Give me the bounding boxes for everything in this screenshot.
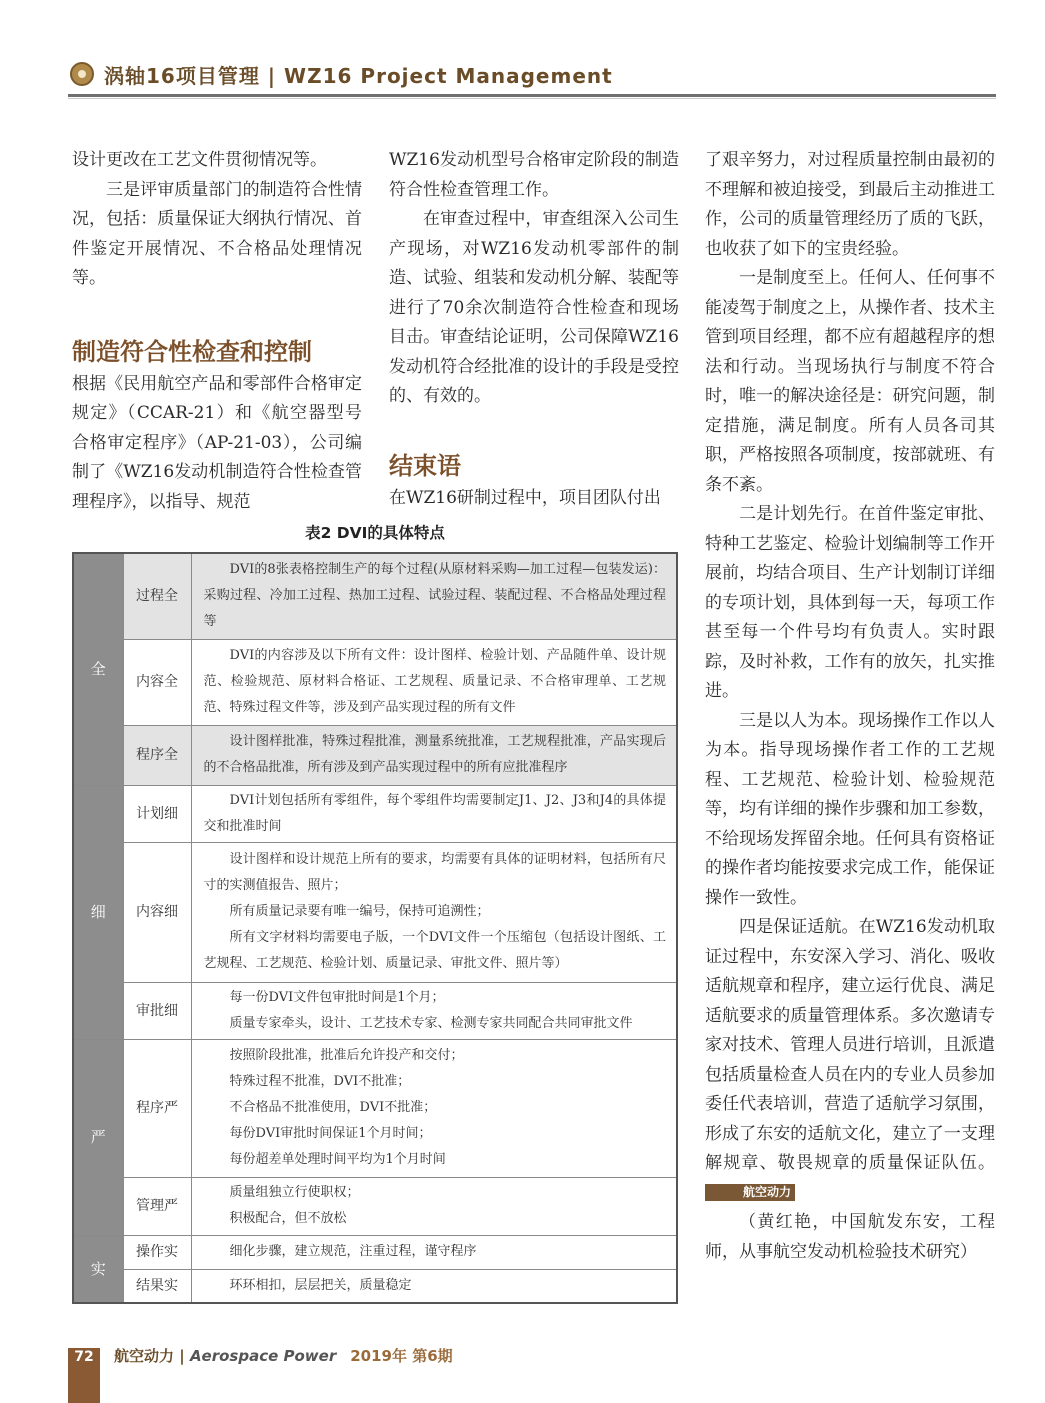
description-line: 不合格品不批准使用，DVI不批准；: [229, 1100, 437, 1115]
description-line: 每份DVI审批时间保证1个月时间；: [229, 1126, 432, 1141]
description-line: 环环相扣，层层把关，质量稳定: [229, 1277, 412, 1293]
description-cell: [191, 1235, 677, 1269]
description-cell: [191, 553, 677, 639]
subcategory-cell: 计划细: [123, 785, 191, 842]
description-cell: [191, 1269, 677, 1303]
column-3: [705, 146, 995, 1267]
col1-paragraph-2: 三是评审质量部门的制造符合性情况，包括：质量保证大纲执行情况、首件鉴定开展情况、不合格品处理情况等。: [72, 179, 362, 288]
col2-paragraph-1: WZ16发动机型号合格审定阶段的制造符合性检查管理工作。: [389, 150, 679, 200]
table-row: [73, 639, 677, 725]
subcategory-cell: 程序全: [123, 725, 191, 785]
table-row: [73, 553, 677, 639]
col2-paragraph-3: 在WZ16研制过程中，项目团队付出: [389, 487, 661, 508]
group-cell-xi: 细: [73, 785, 123, 1039]
description-line: 质量组独立行使职权；: [229, 1185, 360, 1200]
journal-logo-icon: [70, 62, 94, 86]
description-line: 设计图样和设计规范上所有的要求，均需要有具体的证明材料，包括所有尺寸的实测值报告、照片；: [203, 852, 666, 893]
col3-paragraph-1: 了艰辛努力，对过程质量控制由最初的不理解和被迫接受，到最后主动推进工作，公司的质量管理经历了质的飞跃，也收获了如下的宝贵经验。: [705, 150, 995, 259]
header-rule-thin: [68, 98, 996, 99]
header-title: 涡轴16项目管理 | WZ16 Project Management: [104, 64, 613, 88]
table-row: [73, 1269, 677, 1303]
subcategory-cell: 程序严: [123, 1039, 191, 1177]
description-line: 设计图样批准，特殊过程批准，测量系统批准，工艺规程批准，产品实现后的不合格品批准，所有涉及到产品实现过程中的所有应批准程序: [203, 734, 666, 775]
col3-paragraph-2: 一是制度至上。任何人、任何事不能凌驾于制度之上，从操作者、技术主管到项目经理，都不应有超越程序的想法和行动。当现场执行与制度不符合时，唯一的解决途径是：研究问题，制定措施，满足制度。所有人员各司其职，严格按照各项制度，按部就班、有条不紊。: [705, 268, 995, 495]
footer-journal-title: [114, 1345, 453, 1366]
col1-paragraph-1: 设计更改在工艺文件贯彻情况等。: [72, 150, 327, 170]
dvi-features-table: [72, 552, 678, 1304]
header-rule: [68, 94, 996, 97]
group-cell-shi: 实: [73, 1235, 123, 1303]
description-cell: [191, 725, 677, 785]
table-caption: 表2 DVI的具体特点: [305, 524, 445, 542]
table-row: [73, 842, 677, 982]
description-line: 质量专家牵头，设计、工艺技术专家、检测专家共同配合共同审批文件: [229, 1015, 633, 1031]
col3-paragraph-5: [705, 913, 995, 1208]
col3-paragraph-5-text: 四是保证适航。在WZ16发动机取证过程中，东安深入学习、消化、吸收适航规章和程序，建立运行优良、满足适航要求的质量管理体系。多次邀请专家对技术、管理人员进行培训，且派遣包括质量检查人员在内的专业人员参加委任代表培训，营造了适航学习氛围，形成了东安的适航文化，建立了一支理解规章、敬畏规章的质量保证队伍。: [705, 917, 995, 1173]
subcategory-cell: 过程全: [123, 553, 191, 639]
description-line: 每一份DVI文件包审批时间是1个月；: [229, 989, 445, 1005]
col2-paragraph-2: 在审查过程中，审查组深入公司生产现场，对WZ16发动机零部件的制造、试验、组装和发动机分解、装配等进行了70余次制造符合性检查和现场目击。审查结论证明，公司保障WZ16发动机符合经批准的设计的手段是受控的、有效的。: [389, 209, 679, 406]
description-line: DVI的8张表格控制生产的每个过程(从原材料采购—加工过程—包装发运)：采购过程、冷加工过程、热加工过程、试验过程、装配过程、不合格品处理过程等: [203, 562, 666, 630]
description-line: 按照阶段批准，批准后允许投产和交付；: [229, 1048, 464, 1063]
column-2: [389, 146, 679, 513]
description-cell: [191, 982, 677, 1039]
table-row: [73, 785, 677, 842]
description-line: DVI的内容涉及以下所有文件：设计图样、检验计划、产品随件单、设计规范、检验规范、原材料合格证、工艺规程、质量记录、不合格审理单、工艺规范、特殊过程文件等，涉及到产品实现过程的所有文件: [203, 648, 666, 715]
description-cell: [191, 639, 677, 725]
table-row: [73, 1177, 677, 1235]
subcategory-cell: 内容细: [123, 842, 191, 982]
description-line: 特殊过程不批准，DVI不批准；: [229, 1074, 411, 1089]
table-row: [73, 725, 677, 785]
table-row: [73, 982, 677, 1039]
end-mark-badge: 航空动力: [705, 1184, 795, 1201]
col3-paragraph-3: 二是计划先行。在首件鉴定审批、特种工艺鉴定、检验计划编制等工作开展前，均结合项目、生产计划制订详细的专项计划，具体到每一天，每项工作甚至每一个件号均有负责人。实时跟踪，及时补救，工作有的放矢，扎实推进。: [705, 504, 995, 701]
subcategory-cell: 操作实: [123, 1235, 191, 1269]
section-heading-conclusion: 结束语: [389, 451, 461, 480]
description-line: 所有质量记录要有唯一编号，保持可追溯性；: [229, 904, 490, 919]
description-line: 所有文字材料均需要电子版，一个DVI文件一个压缩包（包括设计图纸、工艺规程、工艺规范、检验计划、质量记录、审批文件、照片等）: [203, 930, 666, 971]
col3-paragraph-4: 三是以人为本。现场操作工作以人为本。指导现场操作者工作的工艺规程、工艺规范、检验计划、检验规范等，均有详细的操作步骤和加工参数，不给现场发挥留余地。任何具有资格证的操作者均能按要求完成工作，能保证操作一致性。: [705, 710, 995, 908]
column-1: [72, 146, 362, 517]
table-row: [73, 1235, 677, 1269]
description-line: 积极配合，但不放松: [229, 1211, 347, 1226]
description-line: 每份超差单处理时间平均为1个月时间: [229, 1152, 446, 1167]
description-cell: [191, 785, 677, 842]
subcategory-cell: 结果实: [123, 1269, 191, 1303]
subcategory-cell: 管理严: [123, 1177, 191, 1235]
section-heading-conformity: 制造符合性检查和控制: [72, 337, 312, 366]
description-line: 细化步骤，建立规范，注重过程，谨守程序: [229, 1244, 477, 1259]
table-row: [73, 1039, 677, 1177]
page-header: [68, 54, 996, 94]
description-line: DVI计划包括所有零组件，每个零组件均需要制定J1、J2、J3和J4的具体提交和批准时间: [203, 792, 666, 834]
description-cell: [191, 842, 677, 982]
author-note: （黄红艳，中国航发东安，工程师，从事航空发动机检验技术研究）: [705, 1212, 995, 1262]
description-cell: [191, 1177, 677, 1235]
footer-issue: 2019年 第6期: [350, 1347, 453, 1365]
footer-magazine-name: 航空动力 |: [114, 1347, 190, 1365]
subcategory-cell: 审批细: [123, 982, 191, 1039]
description-cell: [191, 1039, 677, 1177]
group-cell-quan: 全: [73, 553, 123, 785]
group-cell-yan: 严: [73, 1039, 123, 1235]
col1-paragraph-3: 根据《民用航空产品和零部件合格审定规定》（CCAR-21）和《航空器型号合格审定程序》（AP-21-03），公司编制了《WZ16发动机制造符合性检查管理程序》，以指导、规范: [72, 373, 362, 512]
footer-magazine-name-en: Aerospace Power: [189, 1347, 337, 1365]
subcategory-cell: 内容全: [123, 639, 191, 725]
page-number: 72: [74, 1349, 94, 1365]
